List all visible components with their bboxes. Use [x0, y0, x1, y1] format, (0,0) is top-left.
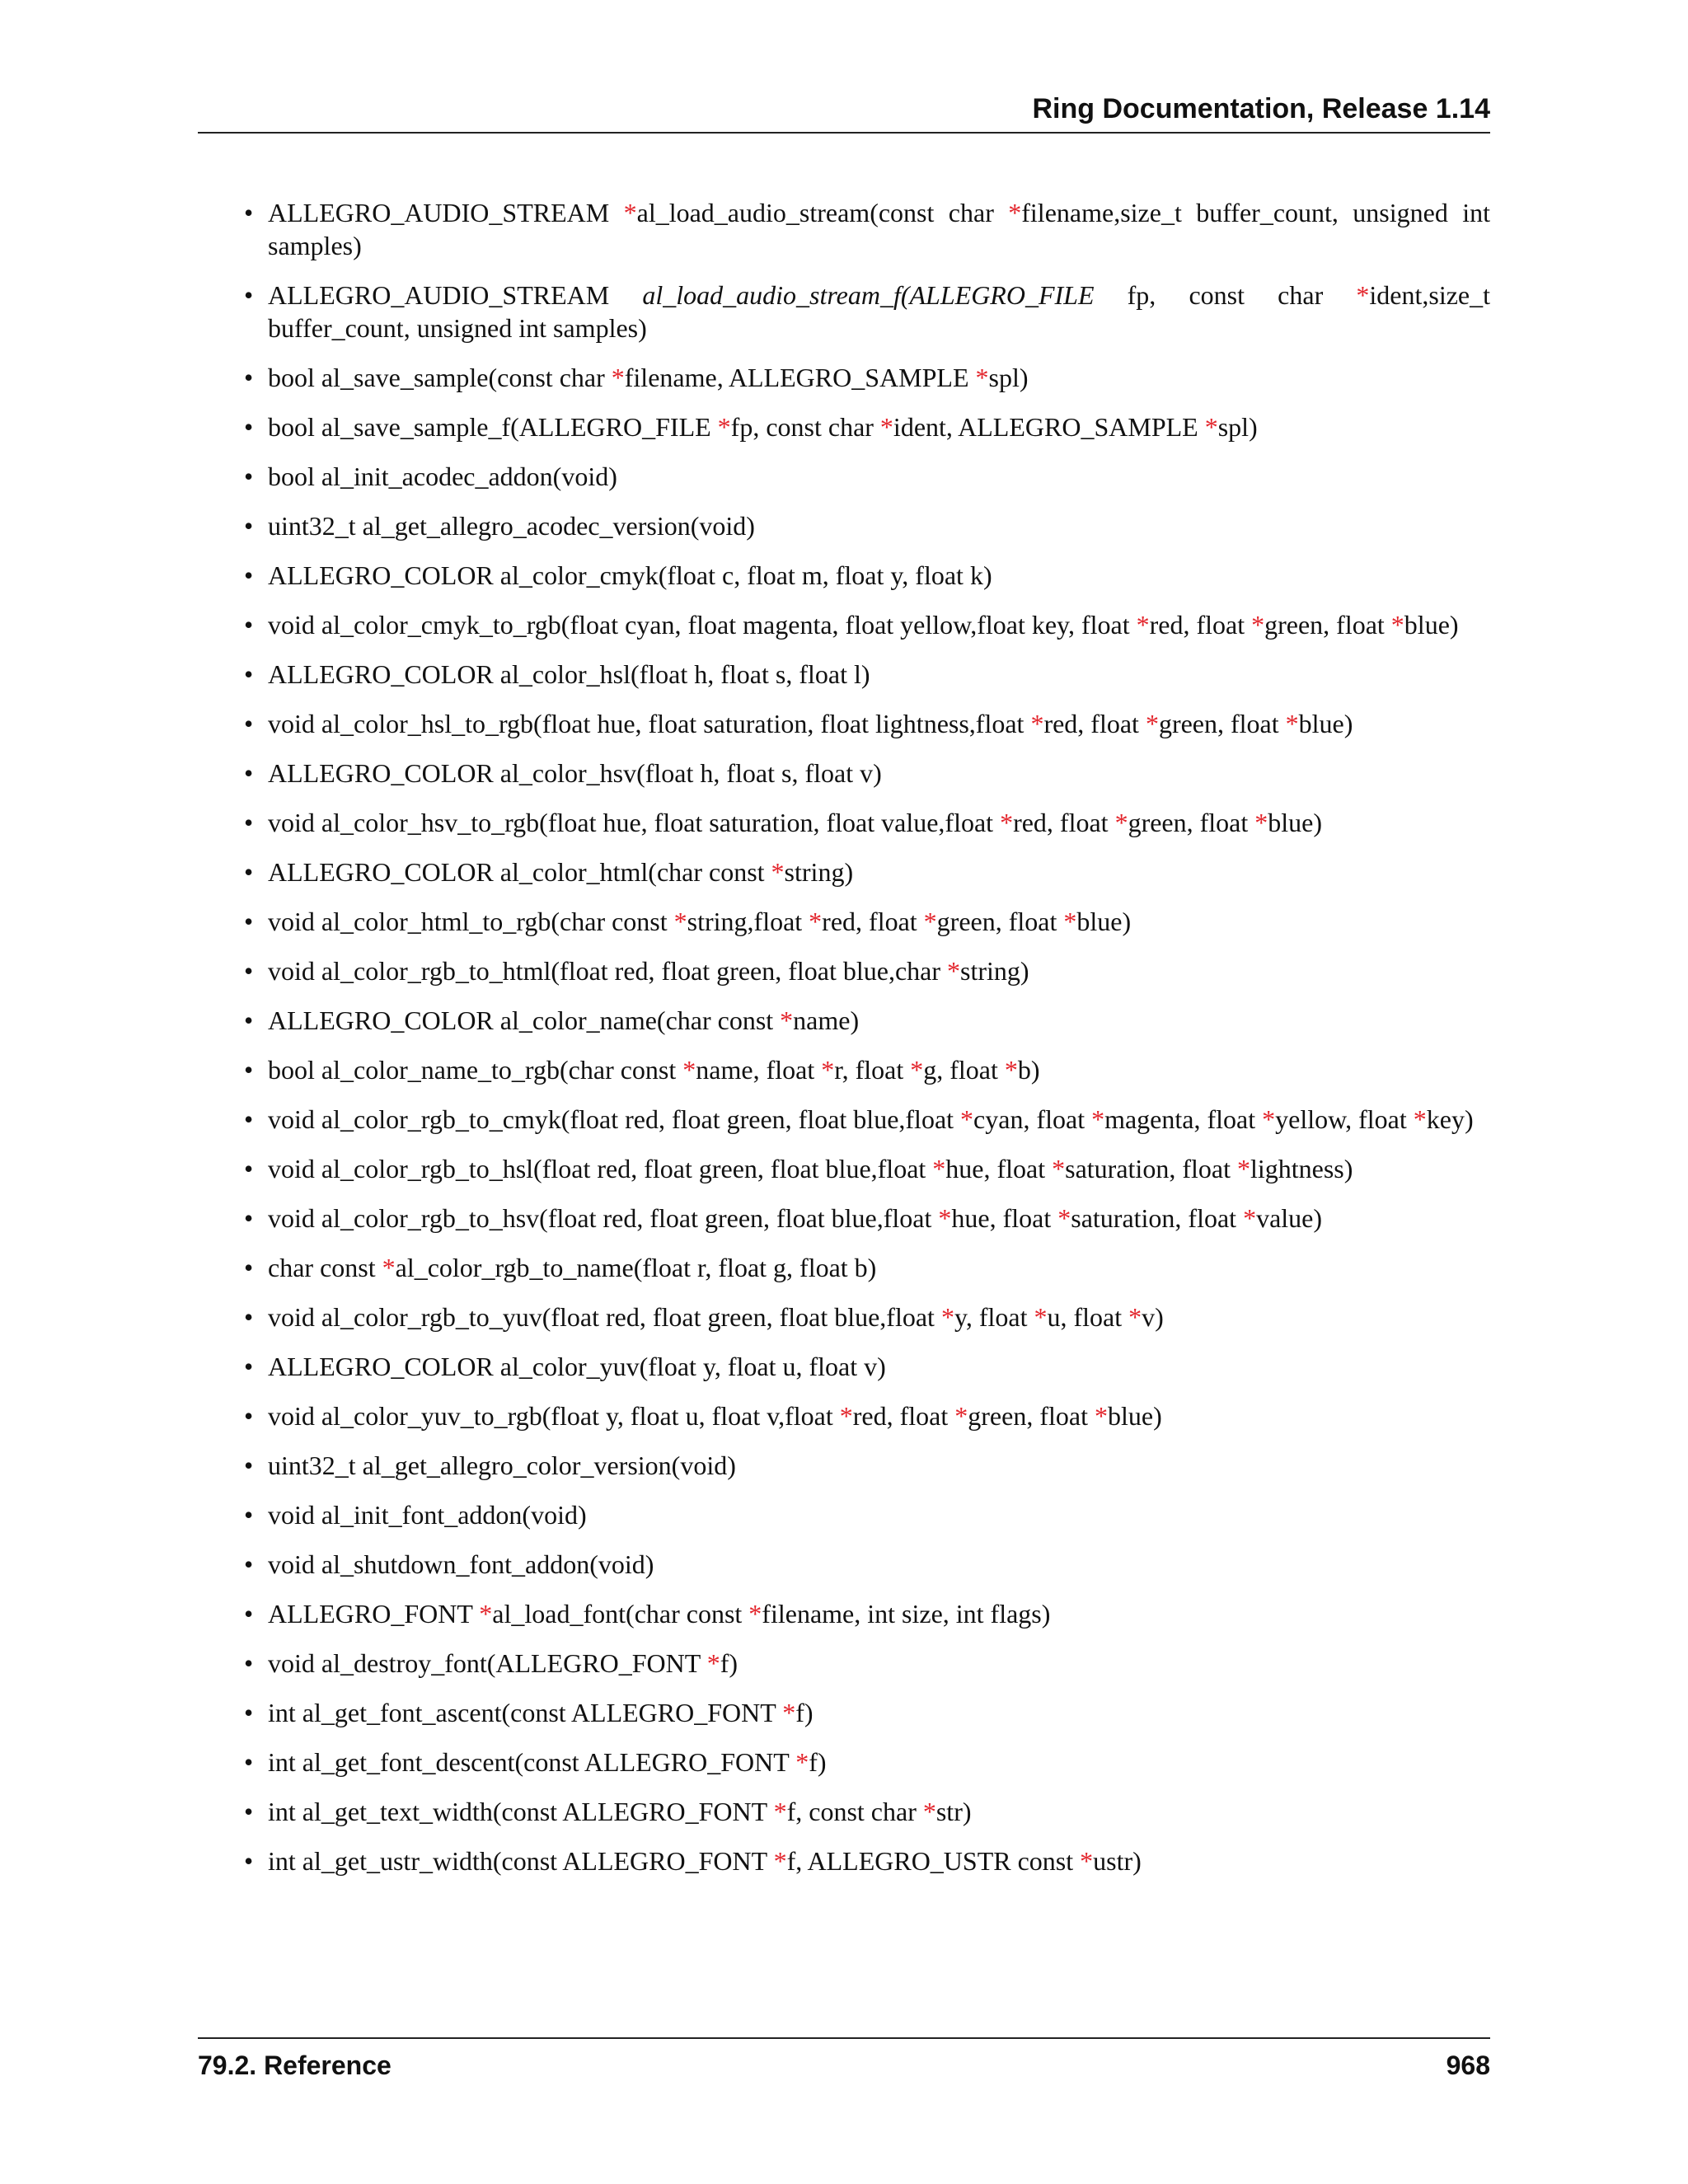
bullet-icon: • [244, 560, 254, 590]
list-item [198, 1844, 1490, 1877]
signature-text: name, float [696, 1055, 822, 1085]
bullet-icon: • [244, 1302, 254, 1332]
pointer-asterisk: * [1128, 1302, 1142, 1332]
signature-text: f) [809, 1747, 827, 1777]
bullet-icon: • [244, 956, 254, 986]
signature-text: string) [960, 956, 1029, 986]
pointer-asterisk: * [1094, 1401, 1108, 1431]
signature-text: b) [1017, 1055, 1040, 1085]
list-item [198, 1449, 1490, 1482]
pointer-asterisk: * [382, 1253, 396, 1282]
signature-text: al_color_rgb_to_name(float r, float g, float b) [395, 1253, 877, 1282]
pointer-asterisk: * [1243, 1203, 1257, 1233]
bullet-icon: • [244, 1500, 254, 1530]
bullet-icon: • [244, 610, 254, 640]
signature-text: r, float [834, 1055, 911, 1085]
signature-text: magenta, float [1104, 1104, 1263, 1134]
signature-text: green, float [1264, 610, 1391, 640]
signature-text: int al_get_font_descent(const ALLEGRO_FONT [268, 1747, 796, 1777]
bullet-icon: • [244, 363, 254, 392]
pointer-asterisk: * [1204, 412, 1218, 442]
pointer-asterisk: * [1034, 1302, 1048, 1332]
signature-text: void al_init_font_addon(void) [268, 1500, 587, 1530]
signature-text: saturation, float [1071, 1203, 1244, 1233]
signature-text: green, float [1158, 709, 1286, 738]
list-item [198, 1746, 1490, 1779]
signature-text: void al_color_yuv_to_rgb(float y, float u, float v,float [268, 1401, 840, 1431]
signature-text: red, float [1149, 610, 1252, 640]
pointer-asterisk: * [1390, 610, 1404, 640]
signature-text: f, const char [786, 1797, 923, 1826]
signature-text: al_load_font(char const [492, 1599, 749, 1629]
signature-text: bool al_save_sample_f(ALLEGRO_FILE [268, 412, 718, 442]
signature-text: red, float [822, 907, 924, 936]
list-item [198, 1647, 1490, 1680]
pointer-asterisk: * [717, 412, 731, 442]
bullet-icon: • [244, 709, 254, 738]
pointer-asterisk: * [782, 1698, 796, 1727]
bullet-icon: • [244, 280, 254, 310]
pointer-asterisk: * [954, 1401, 968, 1431]
pointer-asterisk: * [1030, 709, 1044, 738]
signature-text: void al_color_cmyk_to_rgb(float cyan, float magenta, float yellow,float key, float [268, 610, 1137, 640]
list-item [198, 460, 1490, 493]
signature-text: ALLEGRO_COLOR al_color_name(char const [268, 1005, 781, 1035]
pointer-asterisk: * [1356, 280, 1370, 310]
list-item [198, 1152, 1490, 1185]
bullet-icon: • [244, 1698, 254, 1727]
pointer-asterisk: * [975, 363, 989, 392]
signature-text: void al_color_rgb_to_hsl(float red, float green, float blue,float [268, 1154, 933, 1183]
signature-text: ALLEGRO_COLOR al_color_cmyk(float c, float m, float y, float k) [268, 560, 992, 590]
list-item [198, 658, 1490, 691]
list-item [198, 509, 1490, 542]
document-title: Ring Documentation, Release 1.14 [1032, 93, 1490, 124]
pointer-asterisk: * [839, 1401, 853, 1431]
bullet-icon: • [244, 1154, 254, 1183]
signature-text: void al_color_rgb_to_yuv(float red, float green, float blue,float [268, 1302, 941, 1332]
signature-text: filename, int size, int flags) [762, 1599, 1051, 1629]
pointer-asterisk: * [922, 1797, 936, 1826]
pointer-asterisk: * [910, 1055, 924, 1085]
pointer-asterisk: * [947, 956, 961, 986]
signature-text: blue) [1107, 1401, 1162, 1431]
pointer-asterisk: * [780, 1005, 794, 1035]
pointer-asterisk: * [1000, 808, 1014, 837]
bullet-icon: • [244, 857, 254, 887]
signature-text: bool al_init_acodec_addon(void) [268, 462, 617, 491]
bullet-icon: • [244, 907, 254, 936]
pointer-asterisk: * [932, 1154, 946, 1183]
signature-text: ALLEGRO_COLOR al_color_yuv(float y, float u, float v) [268, 1352, 886, 1381]
signature-text: void al_color_html_to_rgb(char const [268, 907, 674, 936]
signature-text: blue) [1404, 610, 1459, 640]
pointer-asterisk: * [1091, 1104, 1105, 1134]
pointer-asterisk: * [1063, 907, 1077, 936]
page-footer [198, 2037, 1490, 2080]
signature-text: al_load_audio_stream(const char [636, 198, 1009, 227]
signature-text: saturation, float [1065, 1154, 1237, 1183]
signature-text: red, float [1013, 808, 1115, 837]
list-item [198, 1053, 1490, 1086]
signature-text: ALLEGRO_AUDIO_STREAM [268, 198, 624, 227]
signature-text: ALLEGRO_COLOR al_color_hsv(float h, float s, float v) [268, 758, 882, 788]
signature-text: string,float [687, 907, 809, 936]
pointer-asterisk: * [1145, 709, 1159, 738]
signature-text: filename, ALLEGRO_SAMPLE [624, 363, 976, 392]
signature-text: char const [268, 1253, 382, 1282]
signature-text: void al_shutdown_font_addon(void) [268, 1549, 654, 1579]
bullet-icon: • [244, 1599, 254, 1629]
pointer-asterisk: * [1008, 198, 1022, 227]
signature-text: blue) [1076, 907, 1132, 936]
pointer-asterisk: * [1136, 610, 1150, 640]
list-item [198, 707, 1490, 740]
bullet-icon: • [244, 1648, 254, 1678]
pointer-asterisk: * [795, 1747, 809, 1777]
signature-text: ustr) [1093, 1846, 1142, 1876]
bullet-icon: • [244, 758, 254, 788]
signature-text: f, ALLEGRO_USTR const [786, 1846, 1081, 1876]
signature-text: string) [784, 857, 854, 887]
signature-text: ident, ALLEGRO_SAMPLE [893, 412, 1205, 442]
pointer-asterisk: * [706, 1648, 720, 1678]
signature-text: str) [935, 1797, 972, 1826]
pointer-asterisk: * [673, 907, 687, 936]
page-number: 968 [1446, 2050, 1490, 2080]
signature-text: void al_destroy_font(ALLEGRO_FONT [268, 1648, 707, 1678]
signature-text: blue) [1268, 808, 1323, 837]
signature-text: f) [720, 1648, 738, 1678]
list-item [198, 1498, 1490, 1531]
bullet-icon: • [244, 1747, 254, 1777]
signature-text: uint32_t al_get_allegro_color_version(void) [268, 1451, 736, 1480]
page-content [198, 196, 1490, 1894]
list-item [198, 1004, 1490, 1037]
signature-text: ALLEGRO_FONT [268, 1599, 480, 1629]
list-item [198, 1103, 1490, 1136]
page-header [198, 92, 1490, 134]
signature-text: y, float [954, 1302, 1034, 1332]
signature-text: hue, float [945, 1154, 1053, 1183]
signature-text: yellow, float [1275, 1104, 1414, 1134]
list-item [198, 1301, 1490, 1333]
list-item [198, 196, 1490, 262]
bullet-icon: • [244, 1549, 254, 1579]
bullet-icon: • [244, 1005, 254, 1035]
pointer-asterisk: * [479, 1599, 493, 1629]
signature-text: blue) [1298, 709, 1353, 738]
list-item [198, 361, 1490, 394]
signature-text: spl) [1217, 412, 1258, 442]
bullet-icon: • [244, 1846, 254, 1876]
bullet-icon: • [244, 1401, 254, 1431]
signature-text: ALLEGRO_COLOR al_color_hsl(float h, float s, float l) [268, 659, 870, 689]
list-item [198, 806, 1490, 839]
signature-text: ident,size_t buffer_count, unsigned int samples) [268, 280, 1491, 343]
list-item [198, 410, 1490, 443]
signature-text: name) [793, 1005, 860, 1035]
pointer-asterisk: * [1251, 610, 1265, 640]
list-item [198, 1350, 1490, 1383]
signature-text: cyan, float [973, 1104, 1092, 1134]
pointer-asterisk: * [879, 412, 893, 442]
signature-text: g, float [923, 1055, 1005, 1085]
bullet-icon: • [244, 198, 254, 227]
pointer-asterisk: * [938, 1203, 952, 1233]
list-item [198, 1696, 1490, 1729]
pointer-asterisk: * [1236, 1154, 1250, 1183]
signature-text: void al_color_hsv_to_rgb(float hue, float saturation, float value,float [268, 808, 1001, 837]
pointer-asterisk: * [821, 1055, 835, 1085]
signature-text: void al_color_rgb_to_html(float red, float green, float blue,char [268, 956, 948, 986]
bullet-icon: • [244, 659, 254, 689]
list-item [198, 279, 1490, 344]
signature-text: fp, const char [730, 412, 880, 442]
signature-text: uint32_t al_get_allegro_acodec_version(void) [268, 511, 755, 541]
pointer-asterisk: * [1114, 808, 1128, 837]
list-item [198, 1251, 1490, 1284]
list-item [198, 905, 1490, 938]
signature-text: value) [1256, 1203, 1323, 1233]
bullet-icon: • [244, 1797, 254, 1826]
signature-text: ALLEGRO_AUDIO_STREAM [268, 280, 643, 310]
signature-text: red, float [1043, 709, 1146, 738]
pointer-asterisk: * [1413, 1104, 1427, 1134]
signature-text: spl) [988, 363, 1029, 392]
signature-text: void al_color_rgb_to_hsv(float red, float green, float blue,float [268, 1203, 939, 1233]
signature-text: green, float [1128, 808, 1255, 837]
signature-text: hue, float [951, 1203, 1058, 1233]
pointer-asterisk: * [923, 907, 937, 936]
pointer-asterisk: * [960, 1104, 974, 1134]
signature-text: u, float [1047, 1302, 1129, 1332]
pointer-asterisk: * [682, 1055, 696, 1085]
pointer-asterisk: * [1254, 808, 1268, 837]
signature-italic-text: al_load_audio_stream_f(ALLEGRO_FILE [642, 280, 1095, 310]
bullet-icon: • [244, 1352, 254, 1381]
pointer-asterisk: * [1080, 1846, 1094, 1876]
function-signature-list [198, 196, 1490, 1877]
pointer-asterisk: * [748, 1599, 762, 1629]
pointer-asterisk: * [940, 1302, 954, 1332]
pointer-asterisk: * [773, 1846, 787, 1876]
signature-text: fp, const char [1094, 280, 1357, 310]
signature-text: int al_get_ustr_width(const ALLEGRO_FONT [268, 1846, 774, 1876]
signature-text: ALLEGRO_COLOR al_color_html(char const [268, 857, 771, 887]
list-item [198, 855, 1490, 888]
bullet-icon: • [244, 1253, 254, 1282]
signature-text: void al_color_rgb_to_cmyk(float red, float green, float blue,float [268, 1104, 961, 1134]
list-item [198, 608, 1490, 641]
bullet-icon: • [244, 808, 254, 837]
signature-text: int al_get_font_ascent(const ALLEGRO_FONT [268, 1698, 783, 1727]
signature-text: filename,size_t buffer_count, unsigned int samples) [268, 198, 1491, 260]
pointer-asterisk: * [773, 1797, 787, 1826]
pointer-asterisk: * [1262, 1104, 1276, 1134]
bullet-icon: • [244, 1203, 254, 1233]
list-item [198, 954, 1490, 987]
pointer-asterisk: * [809, 907, 823, 936]
list-item [198, 1399, 1490, 1432]
signature-text: green, float [968, 1401, 1095, 1431]
bullet-icon: • [244, 412, 254, 442]
signature-text: void al_color_hsl_to_rgb(float hue, float saturation, float lightness,float [268, 709, 1031, 738]
list-item [198, 1597, 1490, 1630]
pointer-asterisk: * [1285, 709, 1299, 738]
signature-text: green, float [936, 907, 1064, 936]
section-reference: 79.2. Reference [198, 2050, 392, 2080]
bullet-icon: • [244, 1055, 254, 1085]
signature-text: int al_get_text_width(const ALLEGRO_FONT [268, 1797, 774, 1826]
bullet-icon: • [244, 462, 254, 491]
signature-text: lightness) [1250, 1154, 1353, 1183]
list-item [198, 1548, 1490, 1581]
signature-text: f) [795, 1698, 814, 1727]
bullet-icon: • [244, 511, 254, 541]
pointer-asterisk: * [1004, 1055, 1018, 1085]
pointer-asterisk: * [771, 857, 785, 887]
pointer-asterisk: * [1057, 1203, 1071, 1233]
list-item [198, 1795, 1490, 1828]
pointer-asterisk: * [1052, 1154, 1066, 1183]
list-item [198, 1202, 1490, 1235]
signature-text: v) [1142, 1302, 1164, 1332]
signature-text: bool al_save_sample(const char [268, 363, 612, 392]
bullet-icon: • [244, 1104, 254, 1134]
signature-text: bool al_color_name_to_rgb(char const [268, 1055, 683, 1085]
list-item [198, 559, 1490, 592]
pointer-asterisk: * [611, 363, 625, 392]
list-item [198, 757, 1490, 790]
signature-text: key) [1426, 1104, 1474, 1134]
signature-text: red, float [852, 1401, 955, 1431]
bullet-icon: • [244, 1451, 254, 1480]
pointer-asterisk: * [623, 198, 637, 227]
